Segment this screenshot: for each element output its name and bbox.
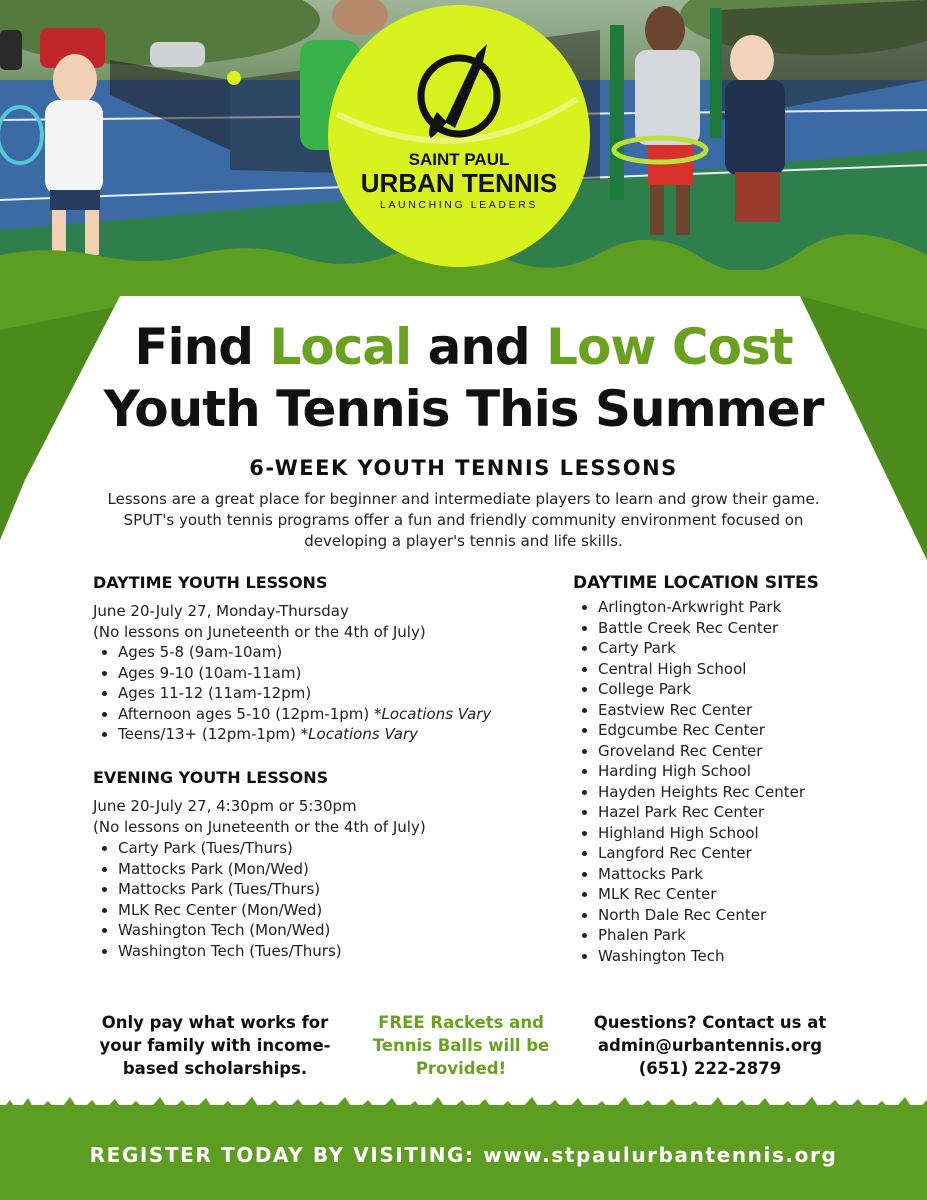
scholarship-note	[75, 1011, 355, 1080]
list-item: • College Park	[598, 679, 898, 700]
list-item: • Mattocks Park	[598, 864, 898, 885]
list-item	[118, 683, 558, 704]
evening-dates: June 20-July 27, 4:30pm or 5:30pm	[93, 797, 357, 815]
list-item: • Central High School	[598, 659, 898, 680]
headline-line-2: Youth Tennis This Summer	[103, 380, 824, 438]
list-item: • Highland High School	[598, 823, 898, 844]
headline-low-cost: Low Cost	[546, 318, 793, 376]
intro-paragraph: Lessons are a great place for beginner and intermediate players to learn and grow their game. SPUT's youth tennis programs offer a fun and friendly community environment focused on developing a player's tennis and life skills.	[107, 490, 820, 550]
list-item: • MLK Rec Center (Mon/Wed)	[118, 900, 558, 921]
headline-text: and	[411, 318, 547, 376]
contact-line: Questions? Contact us at	[593, 1013, 827, 1032]
register-banner[interactable]: REGISTER TODAY BY VISITING: www.stpaulurbantennis.org	[89, 1143, 838, 1167]
headline-text: Find	[134, 318, 270, 376]
free-equipment-note	[345, 1011, 577, 1080]
list-item: • Eastview Rec Center	[598, 700, 898, 721]
scholarship-line: your family with income-	[99, 1036, 331, 1055]
daytime-dates: June 20-July 27, Monday-Thursday	[93, 602, 349, 620]
list-item	[118, 704, 558, 725]
list-item: • Washington Tech (Tues/Thurs)	[118, 941, 558, 962]
contact-phone[interactable]: (651) 222-2879	[638, 1059, 782, 1078]
list-item: • Mattocks Park (Tues/Thurs)	[118, 879, 558, 900]
free-line: Tennis Balls will be	[372, 1036, 550, 1055]
item-text: Ages 11-12 (11am-12pm)	[118, 684, 312, 702]
logo-line1: SAINT PAUL	[408, 150, 510, 169]
scholarship-line: based scholarships.	[122, 1059, 308, 1078]
headline-local: Local	[269, 318, 412, 376]
list-item	[118, 642, 558, 663]
daytime-list	[93, 642, 558, 745]
list-item: • MLK Rec Center	[598, 884, 898, 905]
free-line: Provided!	[415, 1059, 507, 1078]
logo-tennis-ball	[327, 4, 591, 268]
logo-line2: URBAN TENNIS	[360, 168, 558, 198]
list-item	[118, 724, 558, 745]
evening-note: (No lessons on Juneteenth or the 4th of July)	[93, 818, 426, 836]
logo-line3: LAUNCHING LEADERS	[380, 199, 538, 211]
item-note: *Locations Vary	[374, 704, 492, 723]
item-text: Teens/13+ (12pm-1pm)	[118, 725, 301, 743]
evening-heading: EVENING YOUTH LESSONS	[93, 768, 329, 787]
item-text: Ages 5-8 (9am-10am)	[118, 643, 283, 661]
list-item: • Carty Park (Tues/Thurs)	[118, 838, 558, 859]
lessons-heading: 6-WEEK YOUTH TENNIS LESSONS	[249, 456, 678, 480]
list-item: • Washington Tech	[598, 946, 898, 967]
item-text: Ages 9-10 (10am-11am)	[118, 663, 302, 682]
item-text: Afternoon ages 5-10 (12pm-1pm)	[118, 704, 375, 723]
list-item: • Hayden Heights Rec Center	[598, 782, 898, 803]
list-item: • Edgcumbe Rec Center	[598, 720, 898, 741]
contact-email[interactable]: admin@urbantennis.org	[597, 1036, 823, 1055]
list-item: • Battle Creek Rec Center	[598, 618, 898, 639]
daytime-heading: DAYTIME YOUTH LESSONS	[93, 573, 328, 592]
list-item: • Groveland Rec Center	[598, 741, 898, 762]
list-item: • Phalen Park	[598, 925, 898, 946]
list-item: • Langford Rec Center	[598, 843, 898, 864]
list-item: • Hazel Park Rec Center	[598, 802, 898, 823]
scholarship-line: Only pay what works for	[101, 1013, 329, 1032]
list-item: • Mattocks Park (Mon/Wed)	[118, 859, 558, 880]
list-item	[118, 663, 558, 684]
list-item: • Washington Tech (Mon/Wed)	[118, 920, 558, 941]
evening-list	[93, 838, 558, 961]
list-item: • North Dale Rec Center	[598, 905, 898, 926]
item-note: *Locations Vary	[300, 725, 418, 743]
headline-line-1	[0, 318, 927, 376]
list-item: • Harding High School	[598, 761, 898, 782]
list-item: • Carty Park	[598, 638, 898, 659]
daytime-note: (No lessons on Juneteenth or the 4th of July)	[93, 623, 426, 641]
list-item: • Arlington-Arkwright Park	[598, 597, 898, 618]
locations-heading: DAYTIME LOCATION SITES	[573, 573, 819, 593]
contact-info	[575, 1011, 845, 1080]
free-line: FREE Rackets and	[378, 1013, 544, 1032]
locations-list	[573, 597, 898, 966]
